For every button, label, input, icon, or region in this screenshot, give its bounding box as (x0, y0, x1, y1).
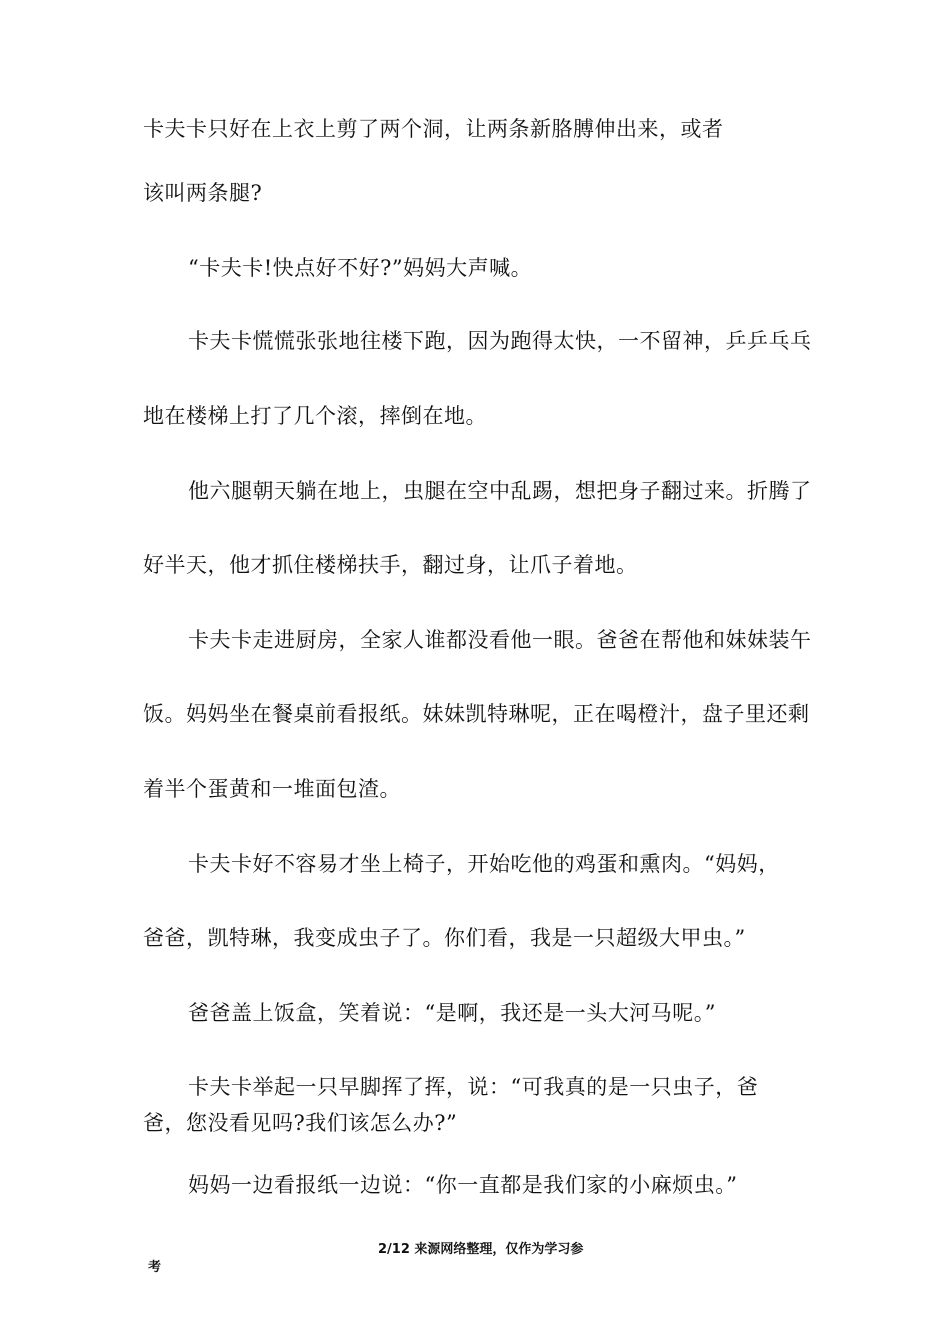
page-footer-line2: 考 (148, 1260, 162, 1275)
paragraph-line: 饭。妈妈坐在餐桌前看报纸。妹妹凯特琳呢，正在喝橙汁，盘子里还剩 (143, 702, 810, 726)
paragraph-line: 卡夫卡好不容易才坐上椅子，开始吃他的鸡蛋和熏肉。“妈妈， (188, 852, 780, 876)
paragraph-line: 卡夫卡只好在上衣上剪了两个洞，让两条新胳膊伸出来，或者 (143, 117, 724, 141)
paragraph-line: 妈妈一边看报纸一边说：“你一直都是我们家的小麻烦虫。” (188, 1173, 738, 1197)
paragraph-line: 着半个蛋黄和一堆面包渣。 (143, 777, 401, 801)
paragraph-line: 该叫两条腿? (143, 181, 263, 205)
paragraph-line: 卡夫卡举起一只早脚挥了挥，说：“可我真的是一只虫子，爸 (188, 1075, 759, 1099)
page-footer-line1: 2/12 来源网络整理，仅作为学习参 (378, 1242, 584, 1257)
paragraph-line: 地在楼梯上打了几个滚，摔倒在地。 (143, 404, 487, 428)
paragraph-line: 爸爸，凯特琳，我变成虫子了。你们看，我是一只超级大甲虫。” (143, 926, 746, 950)
paragraph-line: 卡夫卡慌慌张张地往楼下跑，因为跑得太快，一不留神，乒乒乓乓 (188, 329, 812, 353)
paragraph-line: 好半天，他才抓住楼梯扶手，翻过身，让爪子着地。 (143, 553, 638, 577)
paragraph-line: 爸，您没看见吗?我们该怎么办?” (143, 1111, 458, 1135)
paragraph-line: “卡夫卡!快点好不好?”妈妈大声喊。 (188, 256, 533, 280)
paragraph-line: 爸爸盖上饭盒，笑着说：“是啊，我还是一头大河马呢。” (188, 1001, 716, 1025)
paragraph-line: 他六腿朝天躺在地上，虫腿在空中乱踢，想把身子翻过来。折腾了 (188, 479, 812, 503)
paragraph-line: 卡夫卡走进厨房，全家人谁都没看他一眼。爸爸在帮他和妹妹装午 (188, 628, 812, 652)
